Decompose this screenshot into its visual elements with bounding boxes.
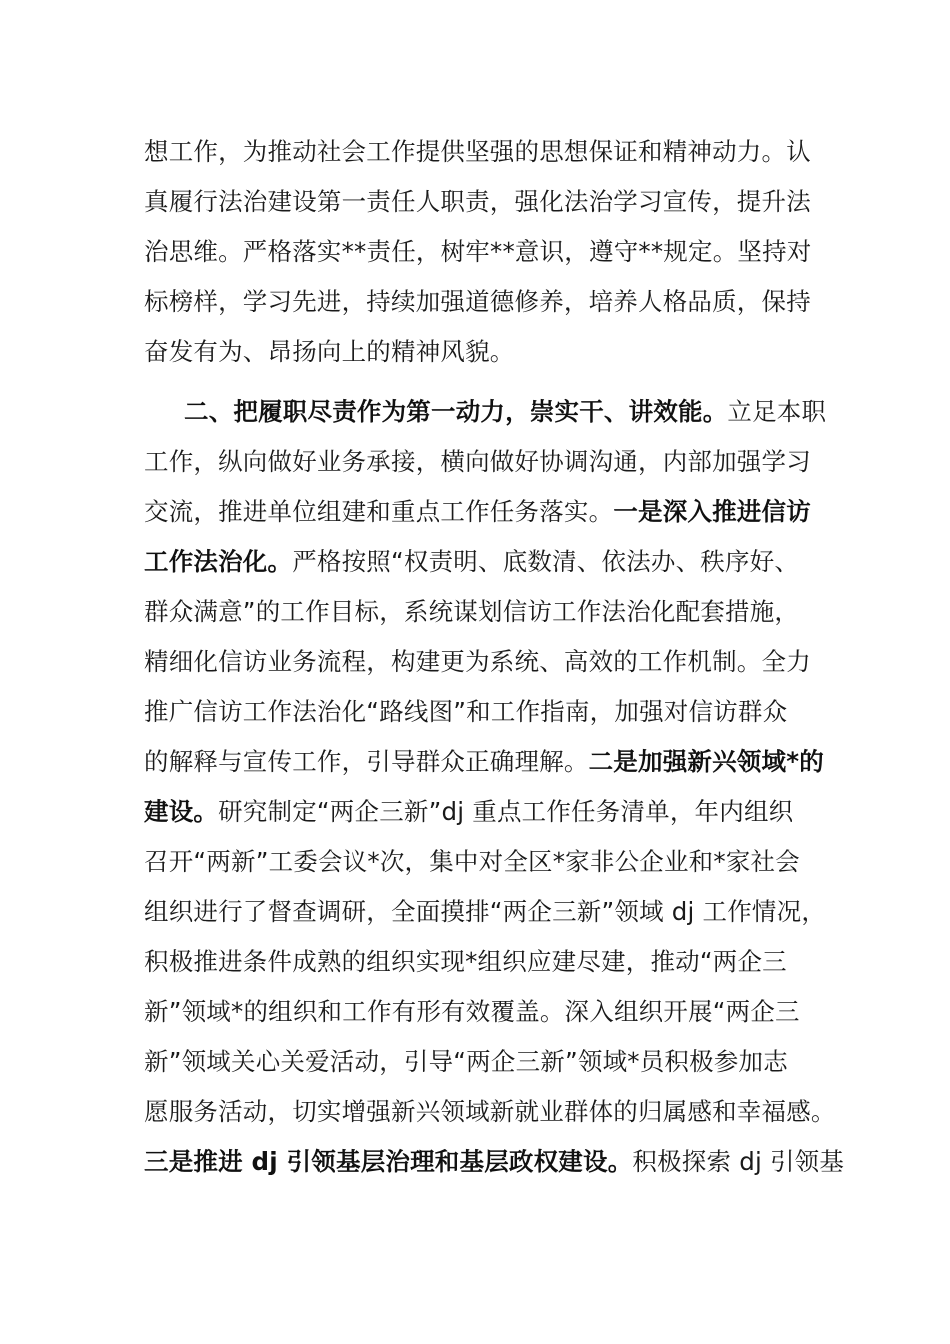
text-line xyxy=(144,987,814,1037)
text-run: 积极推进条件成熟的组织实现*组织应建尽建，推动“两企三 xyxy=(144,947,787,976)
bold-run: 二是加强新兴领域*的 xyxy=(588,747,824,776)
text-line xyxy=(144,177,814,227)
text-line xyxy=(144,537,814,587)
text-line xyxy=(144,587,814,637)
text-line xyxy=(144,487,814,537)
bold-run: 一是深入推进信访 xyxy=(613,497,811,526)
text-run: 新”领域关心关爱活动，引导“两企三新”领域*员积极参加志 xyxy=(144,1047,788,1076)
text-run: 研究制定“两企三新”dj 重点工作任务清单，年内组织 xyxy=(218,797,794,826)
text-line xyxy=(144,937,814,987)
text-line xyxy=(144,127,814,177)
text-line xyxy=(144,787,814,837)
text-run: 交流，推进单位组建和重点工作任务落实。 xyxy=(144,497,614,526)
text-run: 愿服务活动，切实增强新兴领域新就业群体的归属感和幸福感。 xyxy=(144,1097,836,1126)
bold-run: 工作法治化。 xyxy=(144,547,293,576)
section-heading: 二、把履职尽责作为第一动力，崇实干、讲效能。 xyxy=(184,397,728,426)
text-line xyxy=(144,387,827,437)
text-line xyxy=(144,227,814,277)
text-run: 积极探索 dj 引领基 xyxy=(632,1147,845,1176)
text-run: 群众满意”的工作目标，系统谋划信访工作法治化配套措施， xyxy=(144,597,800,626)
text-run: 精细化信访业务流程，构建更为系统、高效的工作机制。全力 xyxy=(144,647,811,676)
text-run: 推广信访工作法治化“路线图”和工作指南，加强对信访群众 xyxy=(144,697,788,726)
text-run: 新”领域*的组织和工作有形有效覆盖。深入组织开展“两企三 xyxy=(144,997,800,1026)
text-run: 立足本职 xyxy=(727,397,827,426)
bold-run: 建设。 xyxy=(144,797,219,826)
text-line xyxy=(144,837,814,887)
text-line xyxy=(144,1037,814,1087)
text-run: 工作，纵向做好业务承接，横向做好协调沟通，内部加强学习 xyxy=(144,447,811,476)
text-line xyxy=(144,737,824,787)
text-line xyxy=(144,637,814,687)
text-line xyxy=(144,327,814,377)
text-line xyxy=(144,277,814,327)
bold-run: 三是推进 dj 引领基层治理和基层政权建设。 xyxy=(144,1147,633,1176)
text-line xyxy=(144,687,814,737)
text-run: 严格按照“权责明、底数清、依法办、秩序好、 xyxy=(292,547,800,576)
text-line xyxy=(144,1137,845,1187)
text-line xyxy=(144,1087,836,1137)
text-run: 的解释与宣传工作，引导群众正确理解。 xyxy=(144,747,589,776)
text-run: 标榜样，学习先进，持续加强道德修养，培养人格品质，保持 xyxy=(144,287,811,316)
text-run: 召开“两新”工委会议*次，集中对全区*家非公企业和*家社会 xyxy=(144,847,800,876)
text-run: 组织进行了督查调研，全面摸排“两企三新”领域 dj 工作情况， xyxy=(144,897,827,926)
text-run: 想工作，为推动社会工作提供坚强的思想保证和精神动力。认 xyxy=(144,137,811,166)
text-line xyxy=(144,437,814,487)
paragraph-1 xyxy=(144,127,814,377)
text-run: 真履行法治建设第一责任人职责，强化法治学习宣传，提升法 xyxy=(144,187,811,216)
text-line xyxy=(144,887,827,937)
paragraph-2 xyxy=(144,387,845,1187)
text-run: 奋发有为、昂扬向上的精神风貌。 xyxy=(144,337,515,366)
text-run: 治思维。严格落实**责任，树牢**意识，遵守**规定。坚持对 xyxy=(144,237,812,266)
